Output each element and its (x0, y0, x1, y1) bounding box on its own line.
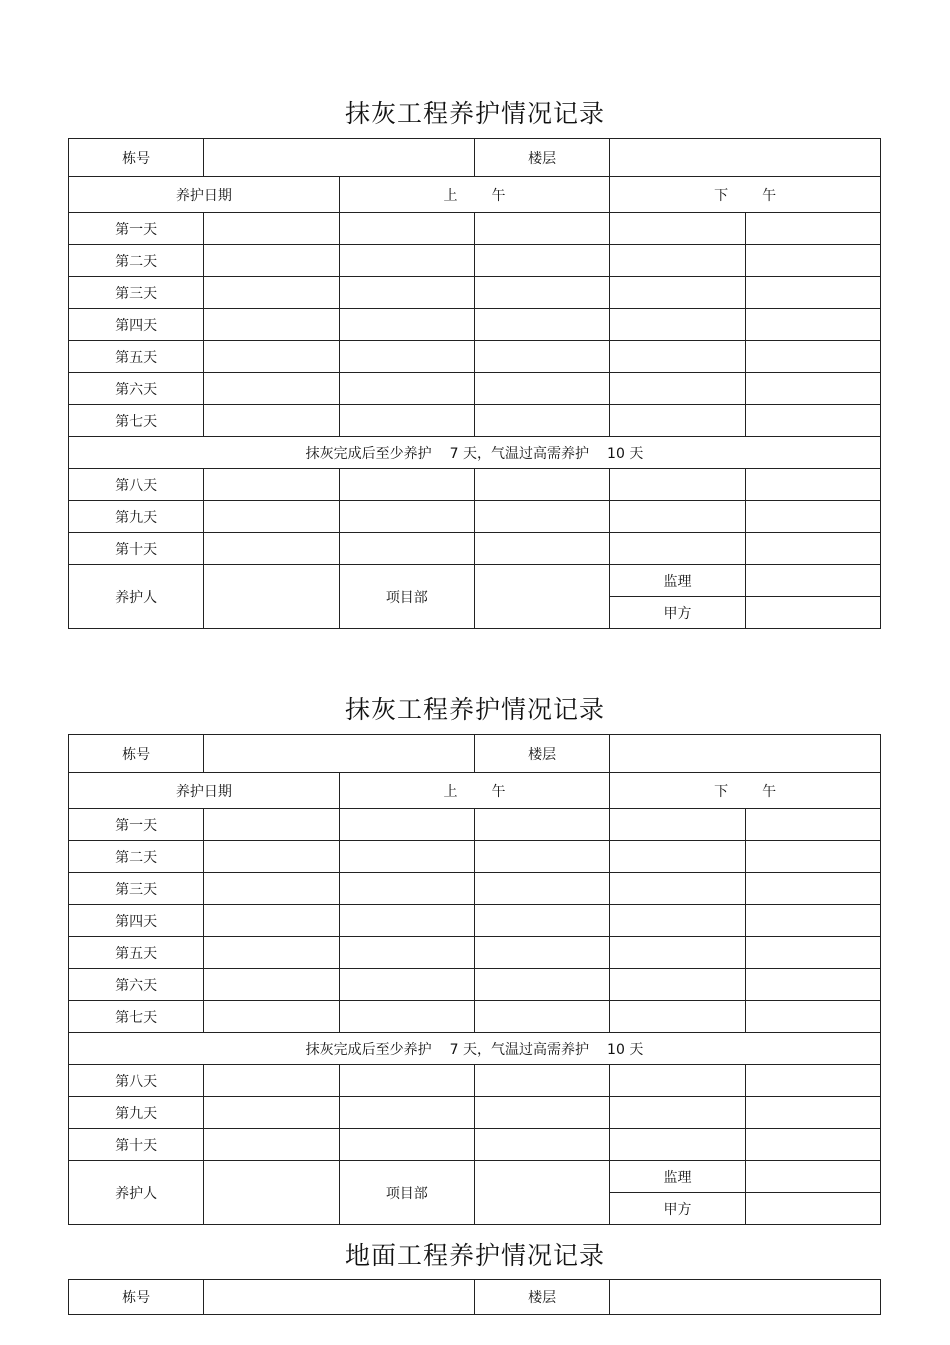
form-2-table (68, 734, 881, 1225)
cell[interactable] (610, 501, 745, 533)
curing-date-header (69, 177, 340, 213)
note-text-2: 天，气温过高需养护 (463, 445, 590, 462)
day-row (69, 809, 881, 841)
day-row (69, 501, 881, 533)
day-row (69, 1001, 881, 1033)
day-row (69, 873, 881, 905)
morning-header (339, 773, 610, 809)
cell[interactable] (610, 1065, 745, 1097)
cell[interactable] (474, 937, 609, 969)
day-row (69, 373, 881, 405)
cell[interactable] (339, 1001, 474, 1033)
cell[interactable] (339, 841, 474, 873)
cell[interactable] (339, 373, 474, 405)
cell[interactable] (204, 1065, 339, 1097)
afternoon-label-1: 下 (714, 187, 729, 204)
day-row (69, 277, 881, 309)
afternoon-label-1: 下 (714, 783, 729, 800)
afternoon-label-2: 午 (762, 187, 777, 204)
building-label: 栋号 (69, 139, 204, 177)
cell[interactable] (610, 533, 745, 565)
cell[interactable] (745, 533, 880, 565)
cell[interactable] (474, 501, 609, 533)
cell[interactable] (204, 533, 339, 565)
cell[interactable] (339, 1129, 474, 1161)
cell[interactable] (474, 841, 609, 873)
cell[interactable] (204, 969, 339, 1001)
cell[interactable] (610, 245, 745, 277)
floor-value-cell[interactable] (610, 139, 881, 177)
cell[interactable] (610, 469, 745, 501)
day-row (69, 969, 881, 1001)
cell[interactable] (204, 341, 339, 373)
cell[interactable] (204, 809, 339, 841)
day-row (69, 341, 881, 373)
day-label: 第三天 (69, 873, 204, 905)
day-label: 第八天 (69, 469, 204, 501)
day-label: 第一天 (69, 809, 204, 841)
cell[interactable] (745, 405, 880, 437)
day-row (69, 533, 881, 565)
curing-note (69, 1033, 881, 1065)
form-1-title: 抹灰工程养护情况记录 (344, 99, 605, 128)
cell[interactable] (204, 841, 339, 873)
curer-label: 养护人 (69, 565, 204, 629)
day-label: 第三天 (69, 277, 204, 309)
cell[interactable] (745, 245, 880, 277)
cell[interactable] (339, 873, 474, 905)
project-dept-label: 项目部 (339, 565, 474, 629)
cell[interactable] (474, 809, 609, 841)
cell[interactable] (474, 1129, 609, 1161)
day-row (69, 245, 881, 277)
day-row (69, 405, 881, 437)
note-num-1: 7 (449, 445, 459, 462)
cell[interactable] (339, 1097, 474, 1129)
cell[interactable] (339, 469, 474, 501)
day-label: 第八天 (69, 1065, 204, 1097)
note-num-2: 10 (607, 1041, 625, 1058)
cell[interactable] (610, 1097, 745, 1129)
supervisor-value-cell[interactable] (745, 1161, 880, 1193)
note-text-3: 天 (629, 445, 644, 462)
day-label: 第九天 (69, 1097, 204, 1129)
cell[interactable] (745, 1097, 880, 1129)
floor-label: 楼层 (474, 139, 609, 177)
cell[interactable] (339, 501, 474, 533)
cell[interactable] (339, 809, 474, 841)
form-1-table (68, 138, 881, 629)
cell[interactable] (204, 937, 339, 969)
cell[interactable] (204, 905, 339, 937)
supervisor-label: 监理 (610, 565, 745, 597)
cell[interactable] (610, 341, 745, 373)
cell[interactable] (204, 1129, 339, 1161)
cell[interactable] (610, 969, 745, 1001)
floor-value-cell[interactable] (610, 735, 881, 773)
cell[interactable] (745, 873, 880, 905)
cell[interactable] (474, 373, 609, 405)
cell[interactable] (474, 1065, 609, 1097)
cell[interactable] (745, 1065, 880, 1097)
cell[interactable] (474, 309, 609, 341)
day-label: 第四天 (69, 309, 204, 341)
cell[interactable] (610, 277, 745, 309)
cell[interactable] (610, 937, 745, 969)
note-text-1: 抹灰完成后至少养护 (305, 445, 432, 462)
cell[interactable] (204, 213, 339, 245)
form-2-title: 抹灰工程养护情况记录 (344, 695, 605, 724)
morning-label-1: 上 (443, 187, 458, 204)
day-label: 第七天 (69, 1001, 204, 1033)
cell[interactable] (474, 905, 609, 937)
project-dept-value-cell[interactable] (474, 565, 609, 629)
cell[interactable] (610, 873, 745, 905)
project-dept-value-cell[interactable] (474, 1161, 609, 1225)
cell[interactable] (204, 405, 339, 437)
cell[interactable] (474, 1001, 609, 1033)
morning-label-1: 上 (443, 783, 458, 800)
curing-date-label: 养护日期 (175, 783, 232, 800)
building-value-cell[interactable] (204, 735, 475, 773)
day-row (69, 469, 881, 501)
owner-value-cell[interactable] (745, 1193, 880, 1225)
day-row (69, 905, 881, 937)
cell[interactable] (610, 309, 745, 341)
cell[interactable] (745, 309, 880, 341)
cell[interactable] (474, 969, 609, 1001)
day-label: 第一天 (69, 213, 204, 245)
curing-note (69, 437, 881, 469)
day-row (69, 1097, 881, 1129)
afternoon-header (610, 177, 881, 213)
day-label: 第二天 (69, 841, 204, 873)
floor-label: 楼层 (474, 735, 609, 773)
cell[interactable] (204, 469, 339, 501)
cell[interactable] (745, 501, 880, 533)
note-text-2: 天，气温过高需养护 (463, 1041, 590, 1058)
day-label: 第二天 (69, 245, 204, 277)
cell[interactable] (204, 873, 339, 905)
cell[interactable] (474, 213, 609, 245)
cell[interactable] (745, 937, 880, 969)
morning-label-2: 午 (491, 783, 506, 800)
cell[interactable] (610, 841, 745, 873)
cell[interactable] (339, 277, 474, 309)
day-row (69, 1065, 881, 1097)
cell[interactable] (204, 277, 339, 309)
cell[interactable] (339, 405, 474, 437)
note-num-2: 10 (607, 445, 625, 462)
curing-date-header (69, 773, 340, 809)
supervisor-label: 监理 (610, 1161, 745, 1193)
day-label: 第七天 (69, 405, 204, 437)
cell[interactable] (339, 213, 474, 245)
curer-value-cell[interactable] (204, 1161, 339, 1225)
cell[interactable] (474, 469, 609, 501)
cell[interactable] (745, 1129, 880, 1161)
day-row (69, 841, 881, 873)
day-label: 第十天 (69, 1129, 204, 1161)
day-label: 第六天 (69, 373, 204, 405)
afternoon-label-2: 午 (762, 783, 777, 800)
cell[interactable] (745, 905, 880, 937)
cell[interactable] (610, 1001, 745, 1033)
cell[interactable] (745, 277, 880, 309)
cell[interactable] (745, 213, 880, 245)
cell[interactable] (339, 533, 474, 565)
cell[interactable] (339, 937, 474, 969)
day-row (69, 1129, 881, 1161)
cell[interactable] (745, 469, 880, 501)
building-label: 栋号 (69, 1280, 204, 1315)
note-text-1: 抹灰完成后至少养护 (305, 1041, 432, 1058)
project-dept-label: 项目部 (339, 1161, 474, 1225)
cell[interactable] (745, 841, 880, 873)
day-label: 第九天 (69, 501, 204, 533)
cell[interactable] (204, 373, 339, 405)
cell[interactable] (339, 905, 474, 937)
day-row (69, 309, 881, 341)
cell[interactable] (745, 809, 880, 841)
cell[interactable] (204, 245, 339, 277)
curer-value-cell[interactable] (204, 565, 339, 629)
curer-label: 养护人 (69, 1161, 204, 1225)
cell[interactable] (610, 905, 745, 937)
cell[interactable] (474, 1097, 609, 1129)
cell[interactable] (474, 533, 609, 565)
cell[interactable] (745, 969, 880, 1001)
day-label: 第五天 (69, 341, 204, 373)
cell[interactable] (339, 245, 474, 277)
owner-value-cell[interactable] (745, 597, 880, 629)
cell[interactable] (610, 809, 745, 841)
morning-label-2: 午 (491, 187, 506, 204)
cell[interactable] (745, 1001, 880, 1033)
cell[interactable] (474, 341, 609, 373)
day-row (69, 213, 881, 245)
afternoon-header (610, 773, 881, 809)
note-num-1: 7 (449, 1041, 459, 1058)
cell[interactable] (610, 405, 745, 437)
owner-label: 甲方 (610, 1193, 745, 1225)
cell[interactable] (204, 501, 339, 533)
building-value-cell[interactable] (204, 1280, 475, 1315)
cell[interactable] (745, 341, 880, 373)
form-3-table (68, 1279, 881, 1315)
cell[interactable] (339, 969, 474, 1001)
cell[interactable] (204, 309, 339, 341)
floor-value-cell[interactable] (610, 1280, 881, 1315)
day-row (69, 937, 881, 969)
day-label: 第十天 (69, 533, 204, 565)
morning-header (339, 177, 610, 213)
cell[interactable] (339, 1065, 474, 1097)
cell[interactable] (745, 373, 880, 405)
cell[interactable] (204, 1097, 339, 1129)
supervisor-value-cell[interactable] (745, 565, 880, 597)
day-label: 第四天 (69, 905, 204, 937)
note-text-3: 天 (629, 1041, 644, 1058)
day-label: 第五天 (69, 937, 204, 969)
cell[interactable] (474, 405, 609, 437)
form-3-title: 地面工程养护情况记录 (344, 1241, 605, 1270)
building-label: 栋号 (69, 735, 204, 773)
curing-date-label: 养护日期 (175, 187, 232, 204)
cell[interactable] (610, 373, 745, 405)
cell[interactable] (610, 213, 745, 245)
owner-label: 甲方 (610, 597, 745, 629)
cell[interactable] (474, 277, 609, 309)
day-label: 第六天 (69, 969, 204, 1001)
cell[interactable] (610, 1129, 745, 1161)
cell[interactable] (339, 309, 474, 341)
cell[interactable] (204, 1001, 339, 1033)
building-value-cell[interactable] (204, 139, 475, 177)
cell[interactable] (474, 873, 609, 905)
cell[interactable] (474, 245, 609, 277)
floor-label: 楼层 (474, 1280, 609, 1315)
cell[interactable] (339, 341, 474, 373)
